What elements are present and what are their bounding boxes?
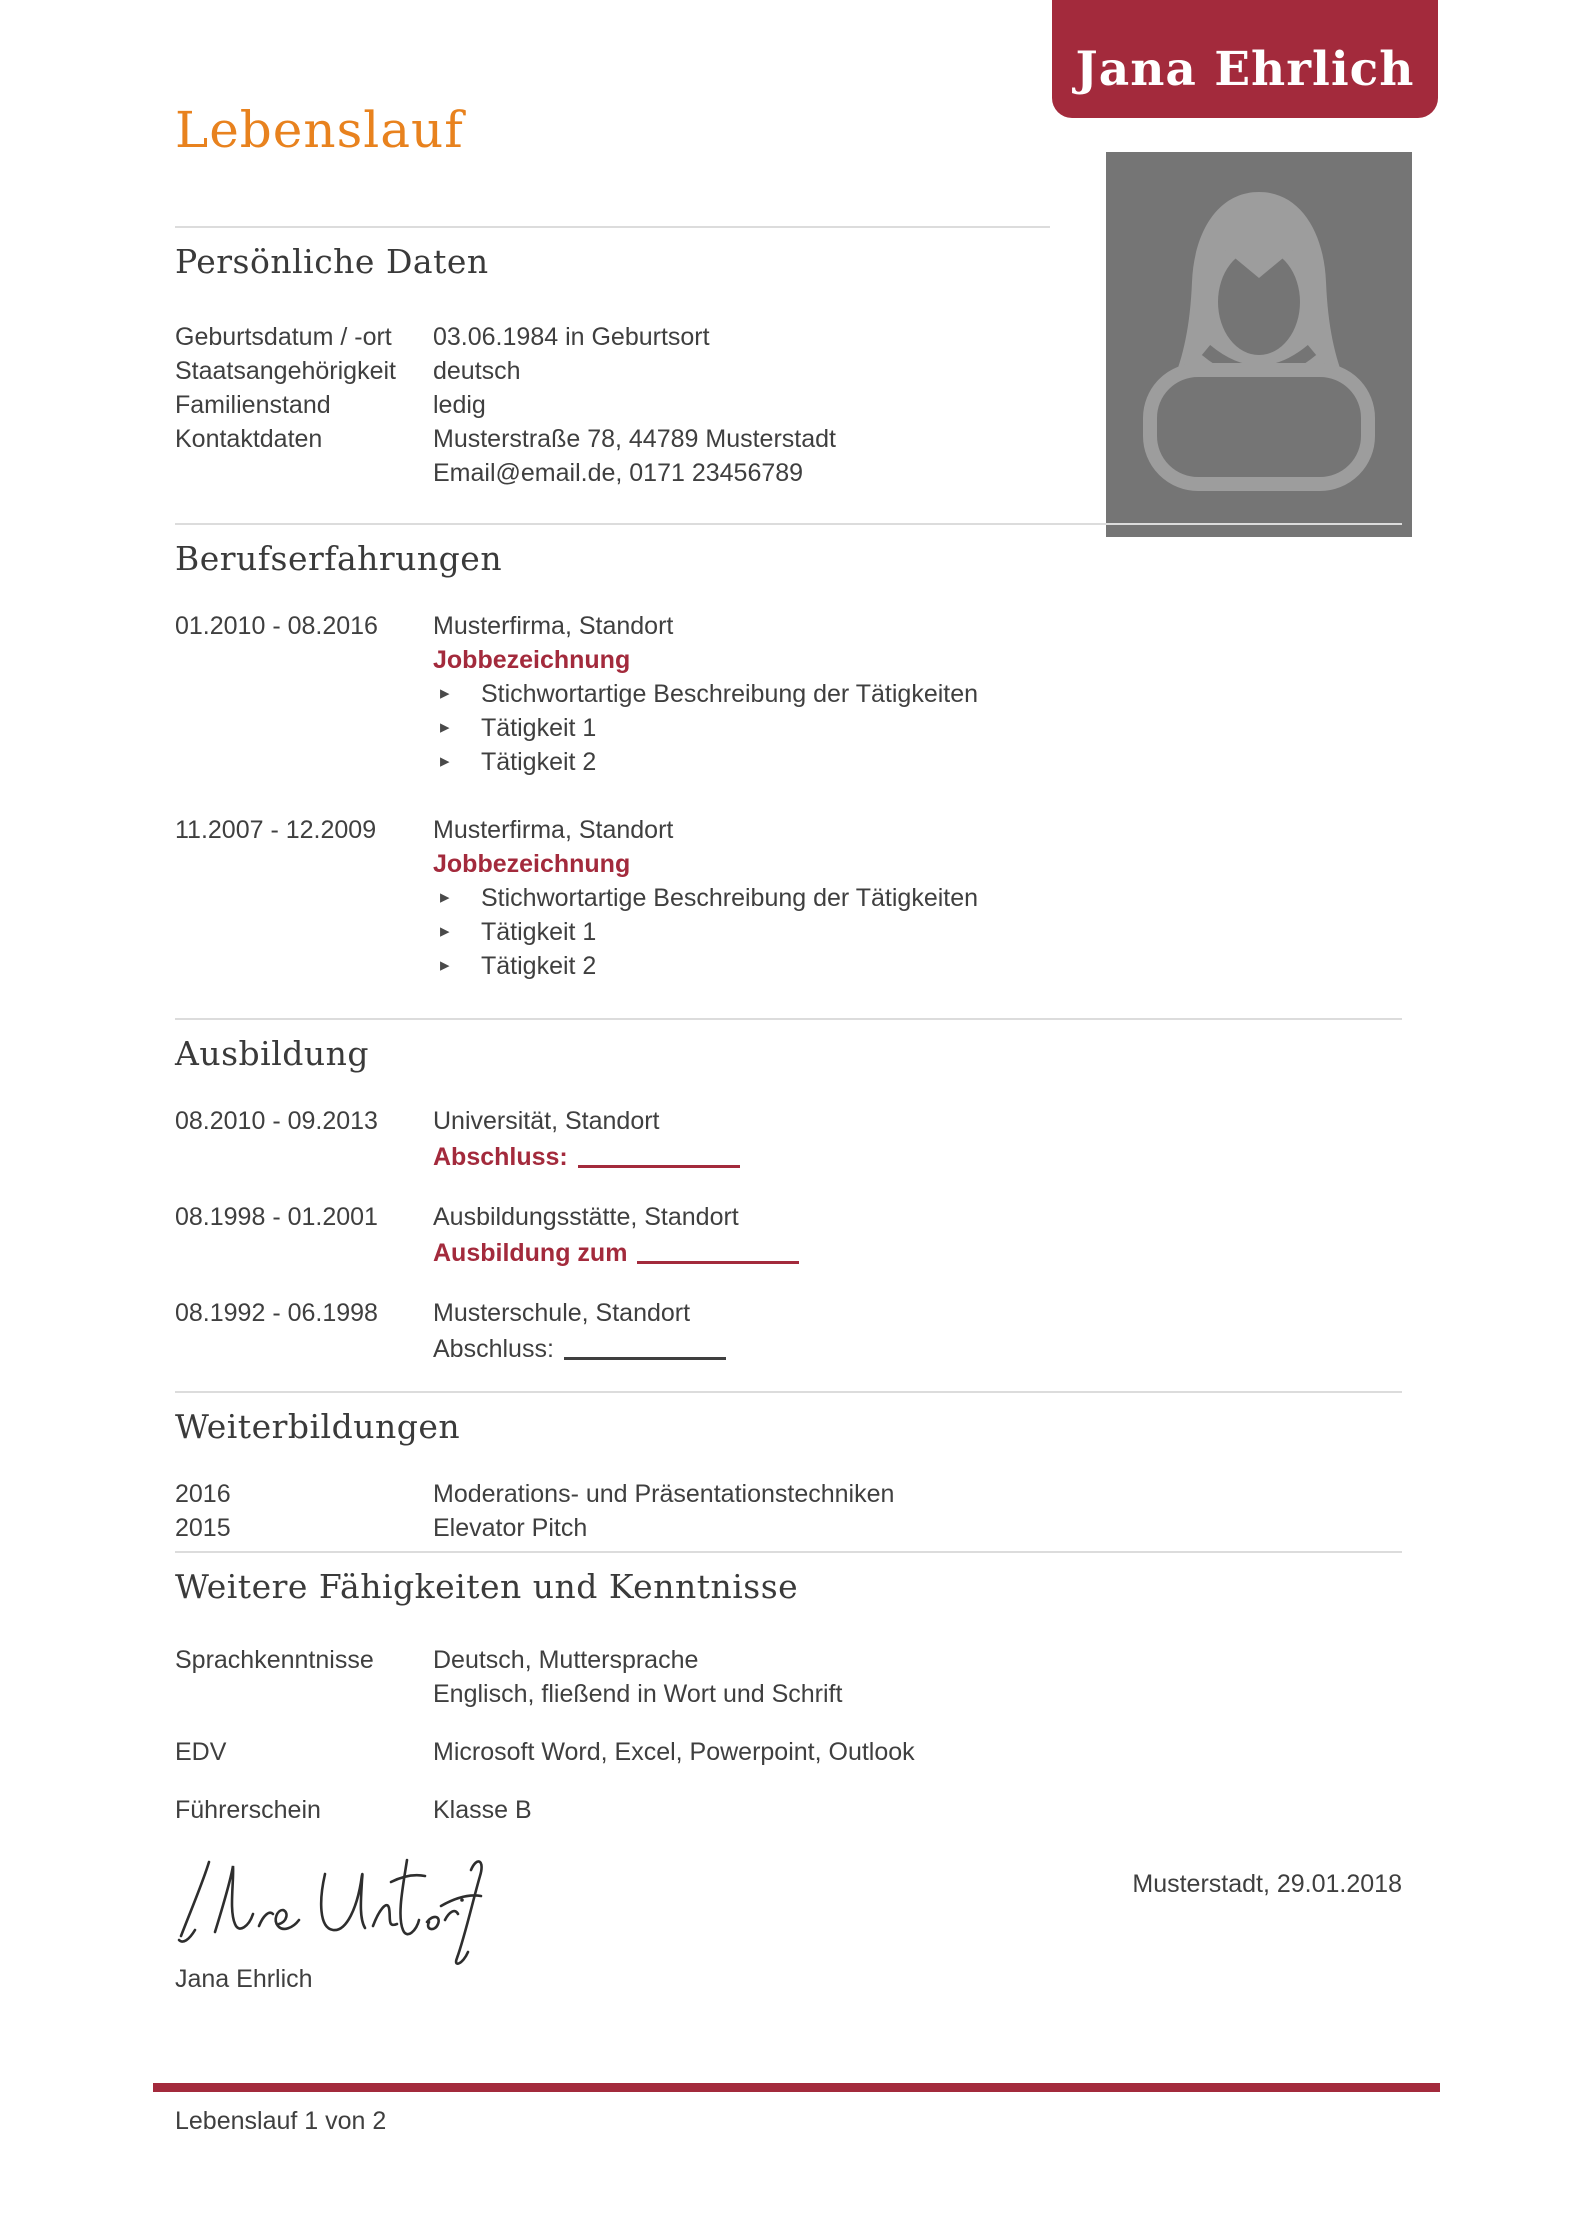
entry-body — [433, 813, 978, 983]
blank-line — [564, 1333, 726, 1360]
entry-body — [433, 609, 978, 779]
table-row — [175, 1477, 1402, 1511]
entry-organization: Musterfirma, Standort — [433, 612, 674, 640]
blank-line — [637, 1237, 799, 1264]
personal-data-table — [175, 320, 1402, 490]
section-heading-training: Weiterbildungen — [175, 1407, 461, 1446]
table-row — [175, 354, 1402, 388]
entry-period: 11.2007 - 12.2009 — [175, 816, 377, 844]
place-and-date: Musterstadt, 29.01.2018 — [1132, 1870, 1402, 1898]
table-row — [175, 320, 1402, 354]
row-label: Staatsangehörigkeit — [175, 357, 396, 385]
skills-table — [175, 1643, 1402, 1827]
row-label: EDV — [175, 1738, 227, 1766]
bullet-arrow-icon: ▸ — [440, 921, 450, 942]
section-heading-skills: Weitere Fähigkeiten und Kenntnisse — [175, 1567, 799, 1606]
table-row — [175, 388, 1402, 422]
section-heading-personal: Persönliche Daten — [175, 242, 489, 281]
bullet-text: Tätigkeit 2 — [481, 952, 597, 980]
entry-organization: Ausbildungsstätte, Standort — [433, 1203, 739, 1231]
degree-label: Ausbildung zum — [433, 1239, 628, 1267]
section-divider — [175, 1391, 1402, 1393]
education-entry — [175, 1296, 1402, 1366]
bullet-arrow-icon: ▸ — [440, 887, 450, 908]
row-label: Kontaktdaten — [175, 425, 323, 453]
entry-bullets — [433, 881, 978, 983]
row-value: Klasse B — [433, 1796, 532, 1824]
skill-line: Englisch, fließend in Wort und Schrift — [433, 1680, 843, 1708]
bullet-item — [433, 711, 978, 745]
bullet-text: Tätigkeit 1 — [481, 918, 597, 946]
entry-organization: Universität, Standort — [433, 1107, 660, 1135]
degree-line — [433, 1234, 799, 1270]
entry-period: 01.2010 - 08.2016 — [175, 612, 378, 640]
entry-role: Jobbezeichnung — [433, 850, 631, 878]
row-value: Microsoft Word, Excel, Powerpoint, Outlook — [433, 1738, 915, 1766]
row-label: Geburtsdatum / -ort — [175, 323, 392, 351]
row-value: ledig — [433, 391, 486, 419]
bullet-item — [433, 745, 978, 779]
row-title: Elevator Pitch — [433, 1514, 588, 1542]
row-value — [433, 1643, 1402, 1711]
degree-line — [433, 1138, 740, 1174]
content-column — [175, 0, 1402, 2222]
bullet-item — [433, 949, 978, 983]
table-row — [175, 1793, 1402, 1827]
bullet-arrow-icon: ▸ — [440, 683, 450, 704]
row-label: Sprachkenntnisse — [175, 1646, 374, 1674]
signature-image — [175, 1848, 485, 1968]
section-divider — [175, 1551, 1402, 1553]
section-divider — [175, 523, 1402, 525]
table-row — [175, 1511, 1402, 1545]
education-entry — [175, 1104, 1402, 1174]
entry-period: 08.2010 - 09.2013 — [175, 1107, 378, 1135]
entry-organization: Musterschule, Standort — [433, 1299, 691, 1327]
entry-body — [433, 1104, 740, 1174]
bullet-item — [433, 881, 978, 915]
row-year: 2016 — [175, 1480, 231, 1508]
bullet-item — [433, 915, 978, 949]
experience-entry — [175, 609, 1402, 779]
row-title: Moderations- und Präsentationstechniken — [433, 1480, 895, 1508]
degree-label: Abschluss: — [433, 1335, 554, 1363]
footer-accent-bar — [153, 2083, 1440, 2092]
bullet-text: Tätigkeit 1 — [481, 714, 597, 742]
training-table — [175, 1477, 1402, 1545]
entry-bullets — [433, 677, 978, 779]
table-row — [175, 1643, 1402, 1711]
bullet-item — [433, 677, 978, 711]
bullet-arrow-icon: ▸ — [440, 751, 450, 772]
entry-body — [433, 1296, 726, 1366]
contact-line: Email@email.de, 0171 23456789 — [433, 459, 804, 487]
row-value — [433, 422, 1402, 490]
degree-label: Abschluss: — [433, 1143, 568, 1171]
education-entry — [175, 1200, 1402, 1270]
entry-period: 08.1998 - 01.2001 — [175, 1203, 378, 1231]
bullet-arrow-icon: ▸ — [440, 955, 450, 976]
signed-name: Jana Ehrlich — [175, 1965, 313, 1993]
bullet-arrow-icon: ▸ — [440, 717, 450, 738]
entry-period: 08.1992 - 06.1998 — [175, 1299, 378, 1327]
bullet-text: Stichwortartige Beschreibung der Tätigkeiten — [481, 884, 979, 912]
entry-role: Jobbezeichnung — [433, 646, 631, 674]
row-year: 2015 — [175, 1514, 231, 1542]
row-value: deutsch — [433, 357, 521, 385]
page-number-label: Lebenslauf 1 von 2 — [175, 2107, 387, 2135]
skill-line: Deutsch, Muttersprache — [433, 1646, 699, 1674]
bullet-text: Tätigkeit 2 — [481, 748, 597, 776]
row-label: Familienstand — [175, 391, 331, 419]
blank-line — [578, 1141, 740, 1168]
entry-body — [433, 1200, 799, 1270]
table-row — [175, 1735, 1402, 1769]
row-value: 03.06.1984 in Geburtsort — [433, 323, 710, 351]
degree-line — [433, 1330, 726, 1366]
page-title: Lebenslauf — [175, 101, 464, 159]
experience-entry — [175, 813, 1402, 983]
bullet-text: Stichwortartige Beschreibung der Tätigkeiten — [481, 680, 979, 708]
section-heading-experience: Berufserfahrungen — [175, 539, 503, 578]
section-divider — [175, 226, 1050, 228]
section-heading-education: Ausbildung — [175, 1034, 370, 1073]
signature-block — [175, 1848, 485, 1994]
candidate-name: Jana Ehrlich — [1075, 41, 1415, 97]
table-row — [175, 422, 1402, 490]
entry-organization: Musterfirma, Standort — [433, 816, 674, 844]
section-divider — [175, 1018, 1402, 1020]
row-label: Führerschein — [175, 1796, 321, 1824]
address-line: Musterstraße 78, 44789 Musterstadt — [433, 425, 836, 453]
